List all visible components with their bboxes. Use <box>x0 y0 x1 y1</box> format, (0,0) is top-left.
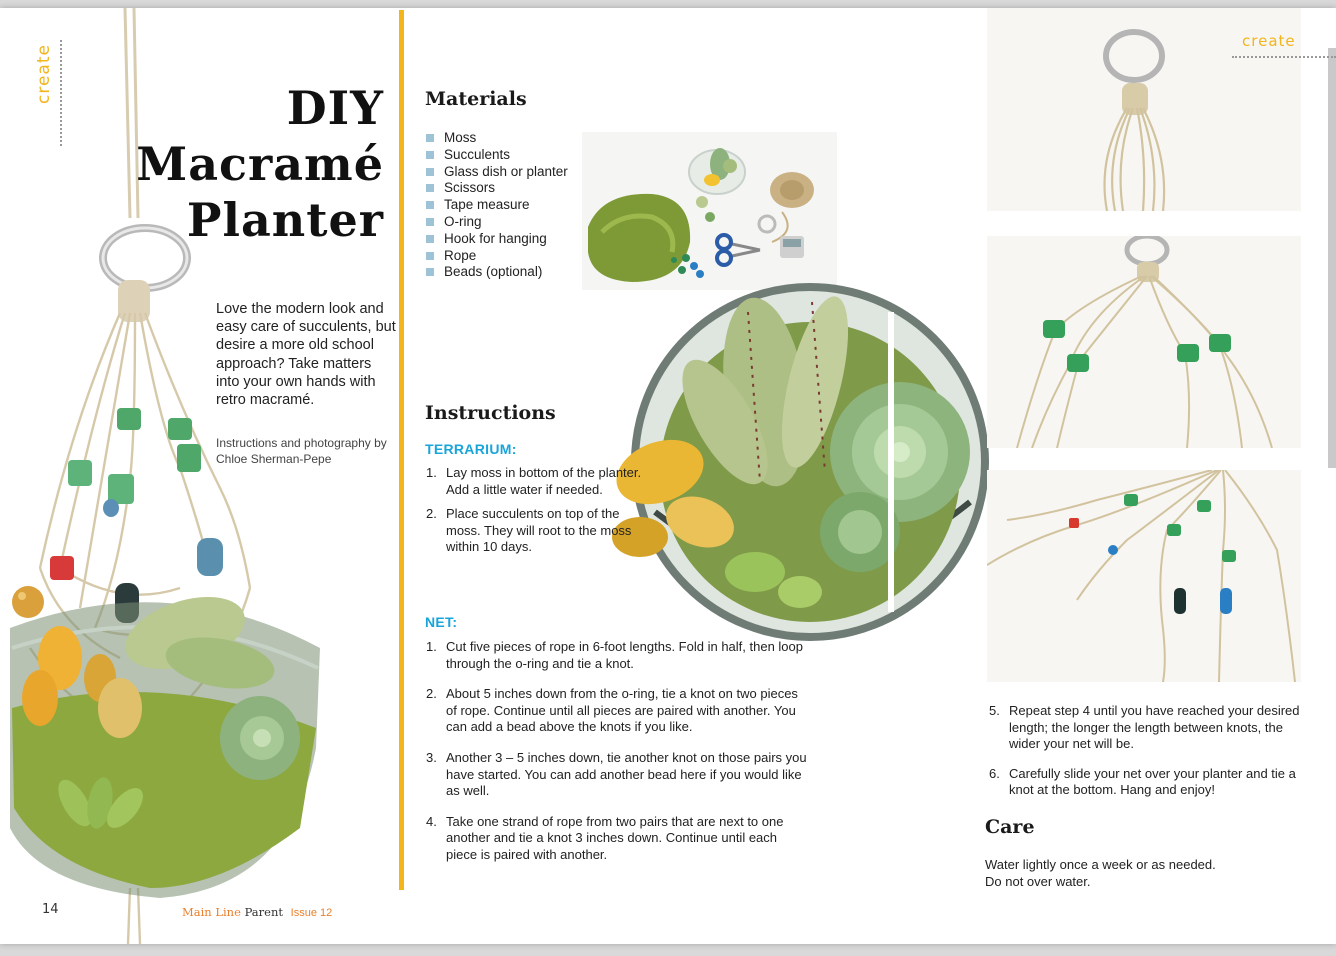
page-number: 14 <box>42 902 59 917</box>
section-tag-right <box>1232 30 1336 60</box>
step-photo-knots <box>987 470 1301 682</box>
materials-item: Beads (optional) <box>425 264 568 281</box>
materials-item: Rope <box>425 248 568 265</box>
list-item: 2. About 5 inches down from the o-ring, tie a knot on two pieces of rope. Continue until all pieces are paired with another. You can add a bead above the knots if you like. <box>426 686 798 735</box>
bullet-square-icon <box>426 168 434 176</box>
list-item: 5. Repeat step 4 until you have reached your desired length; the longer the length between knots, the wider your net will be. <box>989 703 1300 752</box>
bullet-square-icon <box>426 268 434 276</box>
intro-paragraph: Love the modern look and easy care of succulents, but desire a more old school approach? Take matters into your own hands with retro macramé. <box>216 301 396 409</box>
folio <box>182 905 332 919</box>
folio-issue: Issue 12 <box>290 907 333 919</box>
page-title <box>120 80 384 248</box>
folio-brand: Main Line <box>182 905 241 919</box>
magazine-spread <box>0 8 1336 944</box>
list-item: 6. Carefully slide your net over your planter and tie a knot at the bottom. Hang and enjoy! <box>989 765 1296 798</box>
list-item: 2. Place succulents on top of the moss. They will root to the moss within 10 days. <box>426 506 632 555</box>
net-subheading: NET: <box>425 614 458 630</box>
list-item: 4. Take one strand of rope from two pairs that are next to one another and tie a knot 3 inches down. Continue until each piece is paired with another. <box>426 813 784 862</box>
materials-item: Glass dish or planter <box>425 164 568 181</box>
instructions-heading: Instructions <box>425 402 556 424</box>
materials-item: Moss <box>425 130 568 147</box>
materials-heading: Materials <box>425 88 527 110</box>
bullet-square-icon <box>426 134 434 142</box>
materials-list <box>425 130 568 281</box>
care-text <box>985 856 1216 890</box>
materials-item: Hook for hanging <box>425 231 568 248</box>
care-heading: Care <box>985 816 1035 838</box>
bullet-square-icon <box>426 252 434 260</box>
care-line-1: Water lightly once a week or as needed. <box>985 857 1216 872</box>
step-photo-beads <box>987 236 1301 448</box>
section-tag-left <box>30 38 60 128</box>
list-item: 3. Another 3 – 5 inches down, tie another knot on those pairs you have started. You can add another bead here if you would like as well. <box>426 749 807 799</box>
bullet-square-icon <box>426 184 434 192</box>
bullet-square-icon <box>426 151 434 159</box>
list-item: 1. Lay moss in bottom of the planter. Add a little water if needed. <box>426 465 642 497</box>
byline: Instructions and photography by Chloe Sherman-Pepe <box>216 436 387 466</box>
terrarium-bowl-photo <box>600 272 990 642</box>
net-steps <box>425 639 810 864</box>
folio-brand-2: Parent <box>244 905 283 919</box>
materials-item: Scissors <box>425 180 568 197</box>
net-steps-continued <box>988 703 1308 799</box>
bullet-square-icon <box>426 235 434 243</box>
list-item: 1. Cut five pieces of rope in 6-foot lengths. Fold in half, then loop through the o-ring and tie a knot. <box>426 639 803 671</box>
title-line-3: Planter <box>186 193 384 247</box>
terrarium-steps <box>425 465 655 556</box>
materials-item: O-ring <box>425 214 568 231</box>
materials-item: Succulents <box>425 147 568 164</box>
title-line-1: DIY <box>286 81 384 135</box>
section-tag-text: create <box>34 44 54 104</box>
materials-photo <box>582 132 837 290</box>
bullet-square-icon <box>426 201 434 209</box>
care-line-2: Do not over water. <box>985 874 1091 889</box>
materials-item: Tape measure <box>425 197 568 214</box>
dotted-rule <box>60 40 62 146</box>
yellow-divider <box>399 10 404 890</box>
dotted-rule <box>1232 56 1336 58</box>
section-tag-text: create <box>1242 32 1296 50</box>
bullet-square-icon <box>426 218 434 226</box>
title-line-2: Macramé <box>136 137 384 191</box>
page-edge <box>1328 48 1336 468</box>
terrarium-subheading: TERRARIUM: <box>425 441 517 457</box>
